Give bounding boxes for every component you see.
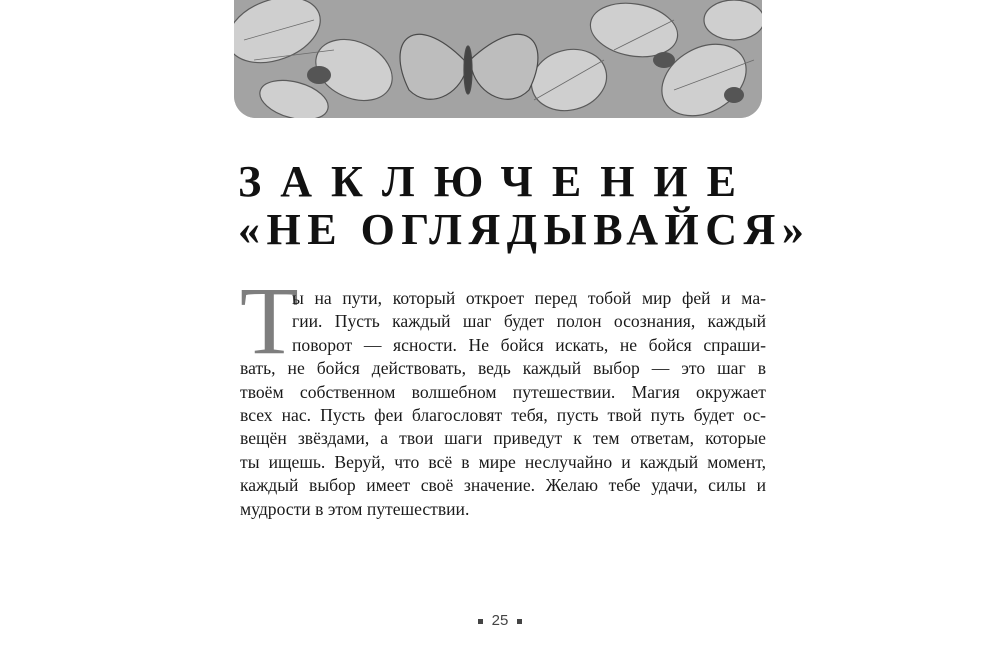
body-line: вещён звёздами, а твои шаги приведут к тем ответам, которые	[240, 428, 766, 449]
body-paragraph	[240, 287, 766, 521]
square-bullet-icon	[517, 619, 522, 624]
drop-cap: Т	[240, 267, 299, 374]
chapter-title-line2: «НЕ ОГЛЯДЫВАЙСЯ»	[238, 205, 811, 254]
body-line: твоём собственном волшебном путешествии. Магия окружает	[240, 381, 766, 402]
chapter-title-line1: ЗАКЛЮЧЕНИЕ	[238, 157, 755, 206]
body-line: всех нас. Пусть феи благословят тебя, пусть твой путь будет ос-	[240, 405, 766, 426]
body-line: вать, не бойся действовать, ведь каждый выбор — это шаг в	[240, 358, 766, 379]
body-line: ы на пути, который откроет перед тобой мир фей и ма-	[292, 288, 766, 308]
page-footer	[0, 612, 1000, 629]
body-line: гии. Пусть каждый шаг будет полон осознания, каждый	[292, 311, 766, 332]
header-illustration	[234, 0, 762, 118]
body-line: поворот — ясности. Не бойся искать, не бойся спраши-	[292, 334, 766, 355]
square-bullet-icon	[478, 619, 483, 624]
body-line: мудрости в этом путешествии.	[240, 498, 470, 519]
body-line: ты ищешь. Веруй, что всё в мире неслучайно и каждый момент,	[240, 451, 766, 472]
page-number: 25	[491, 612, 509, 629]
body-line: каждый выбор имеет своё значение. Желаю тебе удачи, силы и	[240, 475, 766, 496]
butterfly-leaves-engraving	[234, 0, 762, 118]
